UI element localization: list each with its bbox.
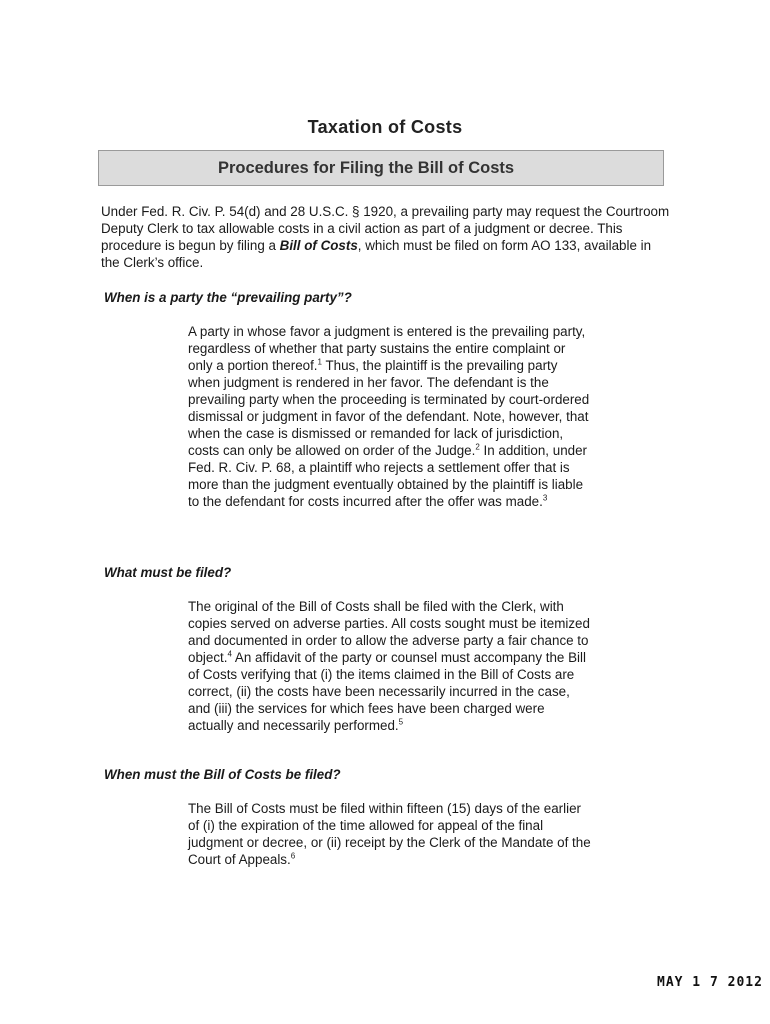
question-what-filed: What must be filed? <box>104 565 232 580</box>
footnote-ref: 4 <box>227 649 232 659</box>
answer-what-filed <box>188 598 593 734</box>
answer-when-filed <box>188 800 593 868</box>
answer-text: A party in whose favor a judgment is entered is the prevailing party, regardless of whether that party sustains the entire complaint or only a portion thereof. <box>188 324 586 373</box>
footnote-ref: 2 <box>475 442 480 452</box>
answer-text: An affidavit of the party or counsel must accompany the Bill of Costs verifying that (i) the items claimed in the Bill of Costs are correct, (ii) the costs have been necessarily incurred in the case, and (iii) the services for which fees have been charged were actually and necessarily performed. <box>188 650 586 733</box>
page-title: Taxation of Costs <box>307 117 463 137</box>
received-date-stamp: MAY 1 7 2012 <box>657 975 763 990</box>
answer-text: In addition, under Fed. R. Civ. P. 68, a plaintiff who rejects a settlement offer that is more than the judgment eventually obtained by the plaintiff is liable to the defendant for costs incurred after the offer was made. <box>188 443 588 509</box>
answer-text: Thus, the plaintiff is the prevailing party when judgment is rendered in her favor. The defendant is the prevailing party when the proceeding is terminated by court-ordered dismissal or judgment in favor of the defendant. Note, however, that when the case is dismissed or remanded for lack of jurisdiction, costs can only be allowed on order of the Judge. <box>188 358 590 458</box>
intro-text-end: , which must be filed on form AO 133, available in the Clerk’s office. <box>101 238 652 270</box>
answer-text: The original of the Bill of Costs shall be filed with the Clerk, with copies served on adverse parties. All costs sought must be itemized and documented in order to allow the adverse party a fair chance to object. <box>188 599 590 665</box>
intro-text: Under Fed. R. Civ. P. 54(d) and 28 U.S.C. § 1920, a prevailing party may request the Courtroom Deputy Clerk to tax allowable costs in a civil action as part of a judgment or decree. This procedure is begun by filing a <box>101 204 670 253</box>
footnote-ref: 5 <box>398 717 404 727</box>
footnote-ref: 3 <box>542 493 548 503</box>
question-when-filed: When must the Bill of Costs be filed? <box>104 767 341 782</box>
footnote-ref: 1 <box>317 357 322 367</box>
footnote-ref: 6 <box>290 851 296 861</box>
question-prevailing-party: When is a party the “prevailing party”? <box>104 290 352 305</box>
section-banner <box>98 150 664 186</box>
banner-heading: Procedures for Filing the Bill of Costs <box>217 158 515 177</box>
answer-text: The Bill of Costs must be filed within fifteen (15) days of the earlier of (i) the expiration of the time allowed for appeal of the final judgment or decree, or (ii) receipt by the Clerk of the Mandate of the Court of Appeals. <box>188 801 591 867</box>
bill-of-costs-emphasis: Bill of Costs <box>279 238 358 253</box>
answer-prevailing-party <box>188 323 593 510</box>
intro-paragraph <box>101 203 671 271</box>
